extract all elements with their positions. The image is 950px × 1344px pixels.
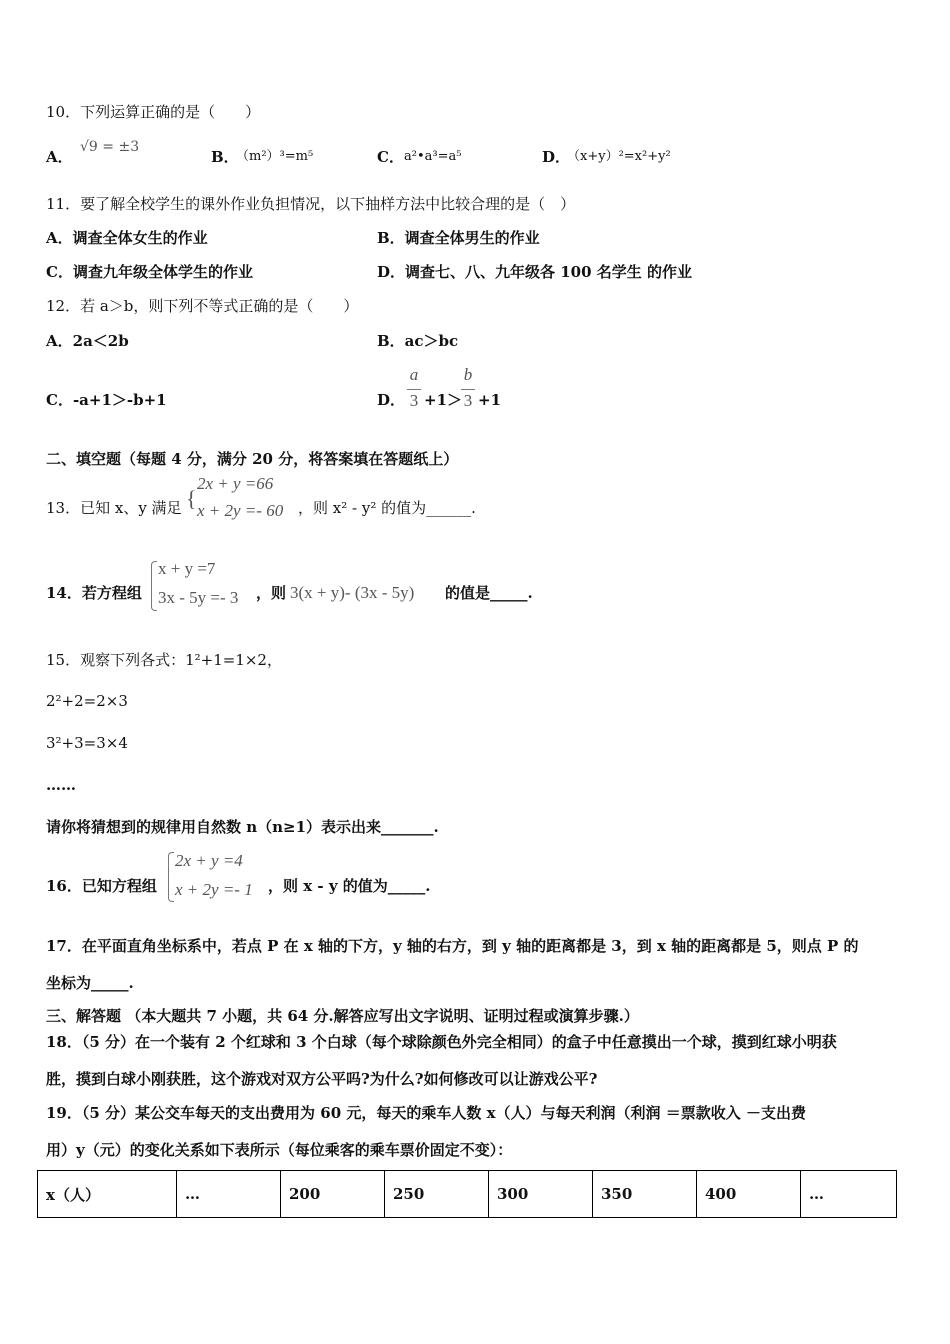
q10-option-b-label: B． — [211, 148, 239, 166]
table-cell: 350 — [593, 1171, 697, 1218]
q14-brace — [151, 561, 157, 611]
q10-option-b-expr: （m²）³=m⁵ — [236, 149, 314, 164]
q15-line-3: 3²+3=3×4 — [46, 734, 128, 752]
table-cell: 250 — [385, 1171, 489, 1218]
q14-equation-2: 3x - 5y =- 3 — [158, 588, 239, 607]
q10-option-a-label: A． — [46, 148, 73, 166]
q12-stem: 12．若 a＞b，则下列不等式正确的是（ ） — [46, 297, 359, 315]
q14-suffix: 的值是_____. — [445, 584, 533, 602]
q10-option-d-label: D． — [542, 148, 571, 166]
q12-d-middle: +1＞ — [424, 391, 463, 409]
q17-line-2: 坐标为_____. — [46, 974, 134, 992]
q12-d-end: +1 — [478, 391, 502, 409]
q17-line-1: 17．在平面直角坐标系中，若点 P 在 x 轴的下方，y 轴的右方，到 y 轴的距离都是 3，到 x 轴的距离都是 5，则点 P 的 — [46, 937, 859, 955]
q11-option-a: A．调查全体女生的作业 — [46, 229, 208, 247]
table-cell: x（人） — [38, 1171, 177, 1218]
q15-line-5: 请你将猜想到的规律用自然数 n（n≥1）表示出来_______. — [46, 818, 439, 836]
q19-data-table — [37, 1170, 897, 1218]
q16-brace — [168, 852, 174, 902]
q19-line-2: 用）y（元）的变化关系如下表所示（每位乘客的乘车票价固定不变）： — [46, 1141, 513, 1159]
q14-equation-1: x + y =7 — [158, 559, 216, 578]
table-cell: … — [177, 1171, 281, 1218]
q18-line-1: 18．（5 分）在一个装有 2 个红球和 3 个白球（每个球除颜色外完全相同）的盒子中任意摸出一个球，摸到红球小明获 — [46, 1033, 837, 1051]
q12-option-b: B．ac＞bc — [377, 332, 459, 350]
q12-d-fraction-bar-1 — [407, 389, 421, 390]
q12-d-numerator-b: b — [463, 365, 473, 384]
q10-stem: 10．下列运算正确的是（ ） — [46, 103, 261, 121]
q14-middle: ，则 — [256, 584, 287, 602]
q13-prefix: 13．已知 x、y 满足 — [46, 499, 182, 517]
table-row — [38, 1171, 897, 1218]
section-2-heading: 二、填空题（每题 4 分，满分 20 分，将答案填在答题纸上） — [46, 450, 459, 468]
q13-equation-2: x + 2y =- 60 — [197, 501, 284, 520]
q11-option-b: B．调查全体男生的作业 — [377, 229, 540, 247]
q10-option-c-label: C． — [377, 148, 404, 166]
q11-option-d: D．调查七、八、九年级各 100 名学生 的作业 — [377, 263, 692, 281]
q11-option-c: C．调查九年级全体学生的作业 — [46, 263, 253, 281]
q13-equation-1: 2x + y =66 — [197, 474, 274, 493]
q11-stem: 11．要了解全校学生的课外作业负担情况，以下抽样方法中比较合理的是（ ） — [46, 195, 576, 213]
section-3-heading: 三、解答题 （本大题共 7 小题，共 64 分.解答应写出文字说明、证明过程或演算步骤.） — [46, 1007, 639, 1025]
q18-line-2: 胜，摸到白球小刚获胜，这个游戏对双方公平吗?为什么?如何修改可以让游戏公平? — [46, 1070, 598, 1088]
q12-option-a: A．2a＜2b — [46, 332, 129, 350]
q15-line-1: 15．观察下列各式：1²+1=1×2， — [46, 651, 282, 669]
q16-suffix: ，则 x - y 的值为_____. — [268, 877, 431, 895]
q12-d-denominator-2: 3 — [463, 391, 473, 410]
q16-prefix: 16．已知方程组 — [46, 877, 157, 895]
q10-option-d-expr: （x+y）²=x²+y² — [567, 149, 671, 164]
table-cell: … — [801, 1171, 897, 1218]
q12-option-c: C．-a+1＞-b+1 — [46, 391, 167, 409]
q12-d-numerator-a: a — [409, 365, 419, 384]
table-cell: 300 — [489, 1171, 593, 1218]
table-cell: 200 — [281, 1171, 385, 1218]
q14-prefix: 14．若方程组 — [46, 584, 142, 602]
q15-line-2: 2²+2=2×3 — [46, 692, 128, 710]
q15-line-4: …… — [46, 776, 76, 794]
q12-d-fraction-bar-2 — [461, 389, 475, 390]
q19-line-1: 19．（5 分）某公交车每天的支出费用为 60 元，每天的乘车人数 x（人）与每天利润（利润 ＝票款收入 －支出费 — [46, 1104, 806, 1122]
q16-equation-2: x + 2y =- 1 — [175, 880, 253, 899]
q14-expression: 3(x + y)- (3x - 5y) — [290, 583, 415, 602]
q10-option-c-expr: a²•a³=a⁵ — [404, 149, 462, 164]
q12-option-d-label: D． — [377, 391, 406, 409]
q13-suffix: ，则 x² - y² 的值为______. — [298, 499, 476, 517]
q13-brace: { — [186, 486, 197, 511]
table-cell: 400 — [697, 1171, 801, 1218]
q12-d-denominator-1: 3 — [409, 391, 419, 410]
q10-option-a-expr: √9 = ±3 — [80, 139, 140, 155]
q16-equation-1: 2x + y =4 — [175, 851, 243, 870]
